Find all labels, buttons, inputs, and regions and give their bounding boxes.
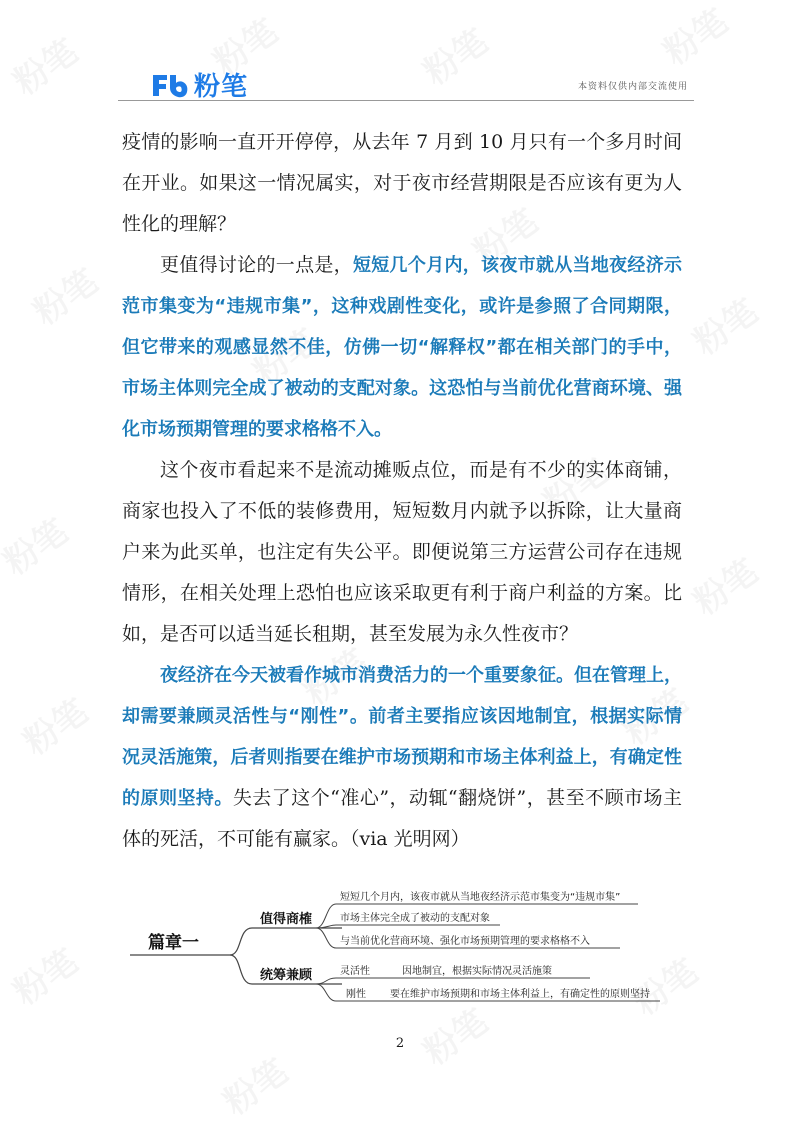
- mindmap-leaf-value: 要在维护市场预期和市场主体利益上，有确定性的原则坚持: [390, 989, 650, 1000]
- highlighted-text: 夜经济在今天被看作城市消费活力的一个重要象征。但在管理上，却需要兼顾灵活性与“刚性”。前者主要指应该因地制宜，根据实际情况灵活施策，后者则指要在维护市场预期和市场主体利益上，有确定性的原则坚持。: [122, 665, 682, 809]
- article-paragraph: [122, 122, 682, 245]
- article-paragraph: [122, 450, 682, 655]
- mindmap-leaf-value: 因地制宜，根据实际情况灵活施策: [402, 966, 552, 977]
- watermark-text: [682, 285, 766, 364]
- mindmap-branch-label: 统筹兼顾: [260, 968, 313, 983]
- watermark-text: [212, 1045, 296, 1124]
- header-divider: [118, 100, 694, 101]
- article-paragraph: [122, 245, 682, 450]
- watermark-text: [0, 505, 76, 584]
- root-connector-top: [230, 928, 342, 955]
- mindmap-branch-label: 值得商榷: [260, 912, 313, 927]
- branch2-connector-1: [316, 978, 590, 984]
- mindmap-leaf-key: 刚性: [346, 989, 366, 1000]
- body-text: 这个夜市看起来不是流动摊贩点位，而是有不少的实体商铺，商家也投入了不低的装修费用，短短数月内就予以拆除，让大量商户来为此买单，也注定有失公平。即便说第三方运营公司存在违规情形，在相关处理上恐怕也应该采取更有利于商户利益的方案。比如，是否可以适当延长租期，甚至发展为永久性夜市？: [122, 459, 682, 645]
- internal-use-notice: 本资料仅供内部交流使用: [577, 82, 688, 92]
- brand-logo: [150, 66, 248, 103]
- watermark-text: [22, 255, 106, 334]
- branch1-connector-2: [316, 925, 500, 928]
- article-body: [122, 122, 682, 860]
- brand-name: 粉笔: [194, 72, 249, 102]
- mindmap-root: 篇章一: [148, 933, 199, 953]
- highlighted-text: 短短几个月内，该夜市就从当地夜经济示范市集变为“违规市集”，这种戏剧性变化，或许是参照了合同期限，但它带来的观感显然不佳，仿佛一切“解释权”都在相关部门的手中，市场主体则完全成了被动的支配对象。这恐怕与当前优化营商环境、强化市场预期管理的要求格格不入。: [122, 255, 682, 440]
- page-header: [0, 0, 800, 110]
- body-text: 失去了这个“准心”，动辄“翻烧饼”，甚至不顾市场主体的死活，不可能有赢家。（via 光明网）: [122, 787, 682, 850]
- watermark-text: [682, 545, 766, 624]
- fenbi-logo-icon: [150, 71, 190, 99]
- mindmap-diagram: [120, 880, 680, 1020]
- mindmap-leaf-key: 灵活性: [340, 966, 370, 977]
- mindmap-leaf: 市场主体完全成了被动的支配对象: [340, 913, 490, 924]
- watermark-text: [12, 685, 96, 764]
- mindmap-leaf: 短短几个月内，该夜市就从当地夜经济示范市集变为“违规市集”: [340, 892, 621, 903]
- watermark-text: [2, 935, 86, 1014]
- page-number: 2: [395, 1036, 405, 1051]
- article-paragraph: [122, 655, 682, 860]
- mindmap-leaf: 与当前优化营商环境、强化市场预期管理的要求格格不入: [340, 936, 590, 947]
- body-text: 疫情的影响一直开开停停，从去年 7 月到 10 月只有一个多月时间在开业。如果这一情况属实，对于夜市经营期限是否应该有更为人性化的理解？: [122, 131, 682, 235]
- body-text: 更值得讨论的一点是，: [160, 254, 353, 276]
